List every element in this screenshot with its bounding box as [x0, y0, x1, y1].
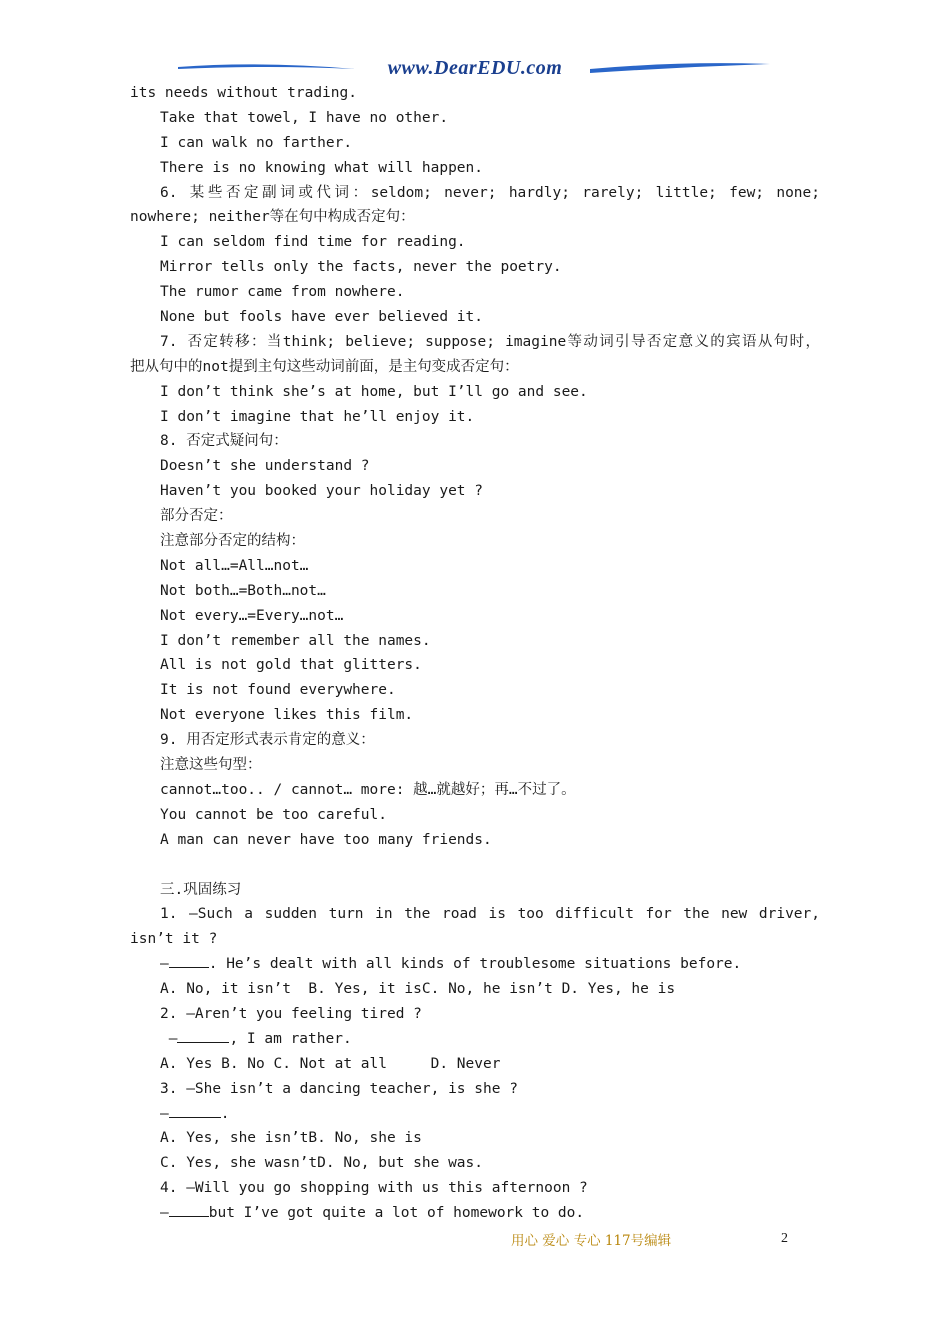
example-sentence: All is not gold that glitters. — [160, 657, 422, 674]
answer-blank — [169, 1102, 221, 1118]
structure-pattern: Not all…=All…not… — [160, 557, 309, 574]
exercise-answer-line — [130, 1102, 820, 1127]
example-sentence: I don’t remember all the names. — [160, 632, 431, 649]
example-sentence: None but fools have ever believed it. — [160, 309, 484, 326]
answer-blank — [169, 1201, 209, 1217]
dash: — — [160, 1105, 169, 1122]
exercise-answer-line — [130, 1027, 820, 1052]
rule-heading: 6. 某些否定副词或代词：seldom; never; hardly; rarely; little; few; none; — [160, 184, 820, 201]
answer-text: , I am rather. — [229, 1030, 352, 1047]
section-title: 三.巩固练习 — [160, 881, 242, 898]
exercise-options: C. Yes, she wasn’tD. No, but she was. — [160, 1155, 484, 1172]
rule-heading: 9. 用否定形式表示肯定的意义： — [160, 732, 375, 749]
structure-pattern: Not every…=Every…not… — [160, 607, 344, 624]
exercise-question: 3. —She isn’t a dancing teacher, is she ? — [160, 1080, 518, 1097]
answer-text: . He’s dealt with all kinds of troublesome situations before. — [208, 956, 742, 973]
example-sentence: There is no knowing what will happen. — [160, 159, 484, 176]
dash: — — [160, 956, 169, 973]
example-sentence: I don’t imagine that he’ll enjoy it. — [160, 408, 475, 425]
subheading: 注意这些句型： — [160, 757, 262, 774]
exercise-options: A. No, it isn’t B. Yes, it isC. No, he isn’t D. Yes, he is — [160, 981, 676, 998]
exercise-options: A. Yes, she isn’tB. No, she is — [160, 1130, 422, 1147]
example-sentence: Haven’t you booked your holiday yet ? — [160, 483, 484, 500]
structure-pattern: cannot…too.. / cannot… more: 越…就越好；再…不过了。 — [160, 781, 576, 798]
exercise-answer-line — [130, 1201, 820, 1226]
example-sentence: I don’t think she’s at home, but I’ll go and see. — [160, 383, 588, 400]
exercise-answer-line — [130, 952, 820, 977]
example-sentence: Mirror tells only the facts, never the poetry. — [160, 259, 562, 276]
answer-blank — [177, 1027, 229, 1043]
document-body — [130, 81, 820, 1226]
example-sentence: I can seldom find time for reading. — [160, 234, 466, 251]
example-sentence: The rumor came from nowhere. — [160, 284, 405, 301]
structure-pattern: Not both…=Both…not… — [160, 582, 326, 599]
dash: — — [160, 1205, 169, 1222]
exercise-question: 1. —Such a sudden turn in the road is too difficult for the new driver, — [160, 906, 820, 923]
example-sentence: Doesn’t she understand ? — [160, 458, 370, 475]
example-sentence: Not everyone likes this film. — [160, 707, 414, 724]
subheading: 注意部分否定的结构： — [160, 533, 305, 550]
page-footer-text: 用心 爱心 专心 117号编辑 — [511, 1233, 672, 1249]
answer-text: . — [220, 1105, 230, 1122]
exercise-question-cont: isn’t it ? — [130, 931, 218, 948]
example-sentence: It is not found everywhere. — [160, 682, 396, 699]
exercise-options: A. Yes B. No C. Not at all D. Never — [160, 1055, 501, 1072]
spacer — [130, 853, 820, 878]
page-number: 2 — [781, 1231, 788, 1246]
example-sentence: A man can never have too many friends. — [160, 831, 492, 848]
site-url[interactable]: www.DearEDU.com — [387, 57, 563, 79]
rule-heading: 8. 否定式疑问句： — [160, 433, 288, 450]
rule-heading: 7. 否定转移：当think; believe; suppose; imagine等动词引导否定意义的宾语从句时， — [160, 333, 820, 350]
answer-text: but I’ve got quite a lot of homework to do. — [208, 1205, 585, 1222]
example-sentence: I can walk no farther. — [160, 134, 353, 151]
exercise-question: 2. —Aren’t you feeling tired ? — [160, 1005, 422, 1022]
subheading: 部分否定： — [160, 508, 233, 525]
example-sentence: Take that towel, I have no other. — [160, 109, 449, 126]
rule-heading-cont: 把从句中的not提到主句这些动词前面，是主句变成否定句： — [130, 358, 519, 375]
exercise-question: 4. —Will you go shopping with us this afternoon ? — [160, 1180, 588, 1197]
text-line: its needs without trading. — [130, 85, 357, 101]
answer-blank — [169, 952, 209, 968]
dash: — — [160, 1030, 178, 1047]
rule-heading-cont: nowhere; neither等在句中构成否定句： — [130, 209, 415, 226]
example-sentence: You cannot be too careful. — [160, 806, 387, 823]
